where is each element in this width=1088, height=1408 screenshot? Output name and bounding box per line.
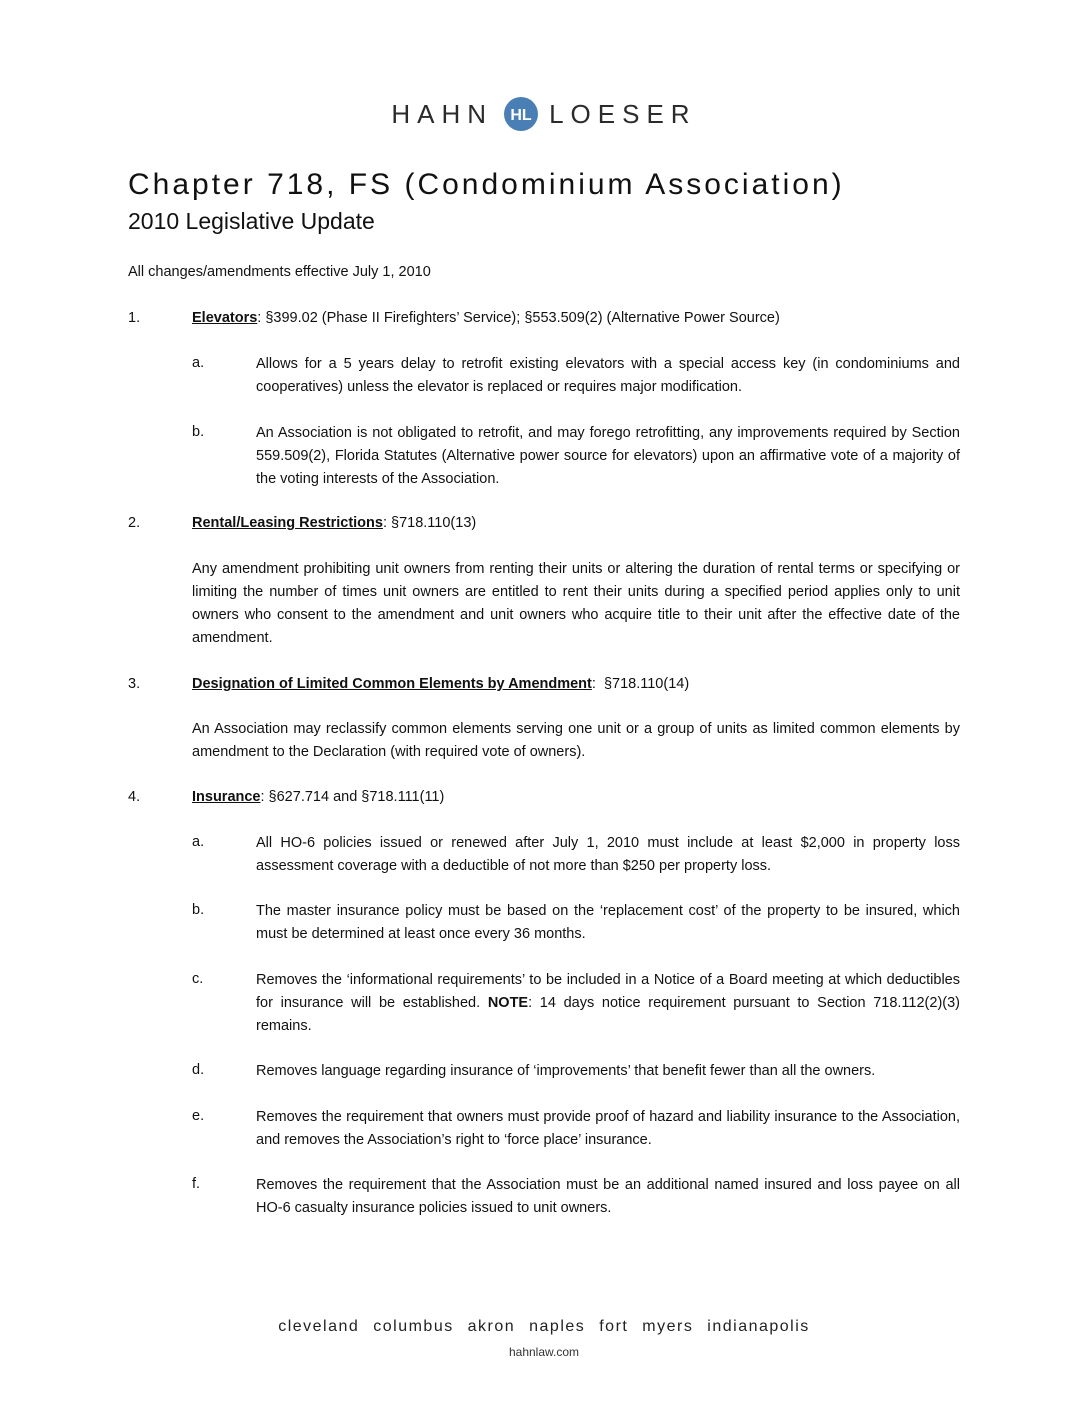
item-text: [256, 969, 960, 1038]
item-letter: f.: [192, 1176, 201, 1192]
section-heading-citation: : §627.714 and §718.111(11): [260, 789, 445, 805]
section-heading-title: Elevators: [192, 310, 258, 326]
item-letter: b.: [192, 902, 205, 918]
section-number: 3.: [128, 676, 141, 692]
section-number: 4.: [128, 789, 141, 805]
section-paragraph: An Association may reclassify common elements serving one unit or a group of units as limited common elements by amendment to the Declaration (with required vote of owners).: [192, 721, 960, 760]
footer-office-cities: cleveland columbus akron naples fort myers indianapolis: [278, 1318, 810, 1335]
item-letter: a.: [192, 834, 205, 850]
firm-logo: [0, 96, 1088, 132]
document-subtitle: 2010 Legislative Update: [128, 208, 375, 234]
logo-left-word: HAHN: [391, 98, 494, 129]
item-text: All HO-6 policies issued or renewed after July 1, 2010 must include at least $2,000 in property loss assessment coverage with a deductible of not more than $250 per property loss.: [256, 835, 960, 874]
item-letter: e.: [192, 1108, 205, 1124]
item-text: The master insurance policy must be based on the ‘replacement cost’ of the property to be insured, which must be determined at least once every 36 months.: [256, 903, 960, 942]
section-paragraph: Any amendment prohibiting unit owners from renting their units or altering the duration of rental terms or specifying or limiting the number of times unit owners are entitled to rent their units during a specified period applies only to unit owners who consent to the amendment and unit owners who acquire title to their unit after the effective date of the amendment.: [192, 561, 960, 646]
item-text: Removes the requirement that owners must provide proof of hazard and liability insurance to the Association, and removes the Association’s right to ‘force place’ insurance.: [256, 1109, 960, 1148]
logo-right-word: LOESER: [549, 98, 697, 129]
item-text: Allows for a 5 years delay to retrofit existing elevators with a special access key (in condominiums and cooperatives) unless the elevator is replaced or requires major modification.: [256, 356, 960, 395]
section-heading: [192, 310, 780, 326]
section-heading: [192, 676, 689, 692]
hl-logo-mark-icon: [503, 96, 539, 132]
section-heading-title: Insurance: [192, 789, 261, 805]
section-number: 1.: [128, 310, 141, 326]
section-heading-citation: : §718.110(13): [382, 515, 477, 531]
item-text: Removes language regarding insurance of ‘improvements’ that benefit fewer than all the owners.: [256, 1063, 876, 1079]
item-letter: a.: [192, 355, 205, 371]
section-heading-citation: : §399.02 (Phase II Firefighters’ Service); §553.509(2) (Alternative Power Source): [257, 310, 780, 326]
note-label: NOTE: [487, 995, 529, 1011]
section-heading-citation: : §718.110(14): [591, 676, 690, 692]
item-text-part: : 14 days notice requirement pursuant to Section 718.112(2)(3) remains.: [256, 995, 960, 1034]
item-text-part: Removes the ‘informational requirements’ to be included in a Notice of a Board meeting at which deductibles for insurance will be established.: [256, 972, 960, 1011]
item-letter: d.: [192, 1062, 205, 1078]
section-heading: [192, 789, 444, 805]
section-number: 2.: [128, 515, 141, 531]
section-heading-title: Designation of Limited Common Elements by Amendment: [192, 676, 592, 692]
section-heading: [192, 515, 476, 531]
item-text: An Association is not obligated to retrofit, and may forego retrofitting, any improvements required by Section 559.509(2), Florida Statutes (Alternative power source for elevators) upon an affirmative vote of a majority of the voting interests of the Association.: [256, 425, 960, 487]
document-title: Chapter 718, FS (Condominium Association): [128, 168, 845, 201]
section-heading-title: Rental/Leasing Restrictions: [192, 515, 383, 531]
item-letter: c.: [192, 971, 204, 987]
item-text: Removes the requirement that the Association must be an additional named insured and loss payee on all HO-6 casualty insurance policies issued to unit owners.: [256, 1177, 960, 1216]
item-letter: b.: [192, 424, 205, 440]
footer-website[interactable]: hahnlaw.com: [508, 1345, 580, 1359]
effective-date-note: All changes/amendments effective July 1, 2010: [128, 264, 431, 280]
logo-mark-text: HL: [510, 107, 532, 124]
